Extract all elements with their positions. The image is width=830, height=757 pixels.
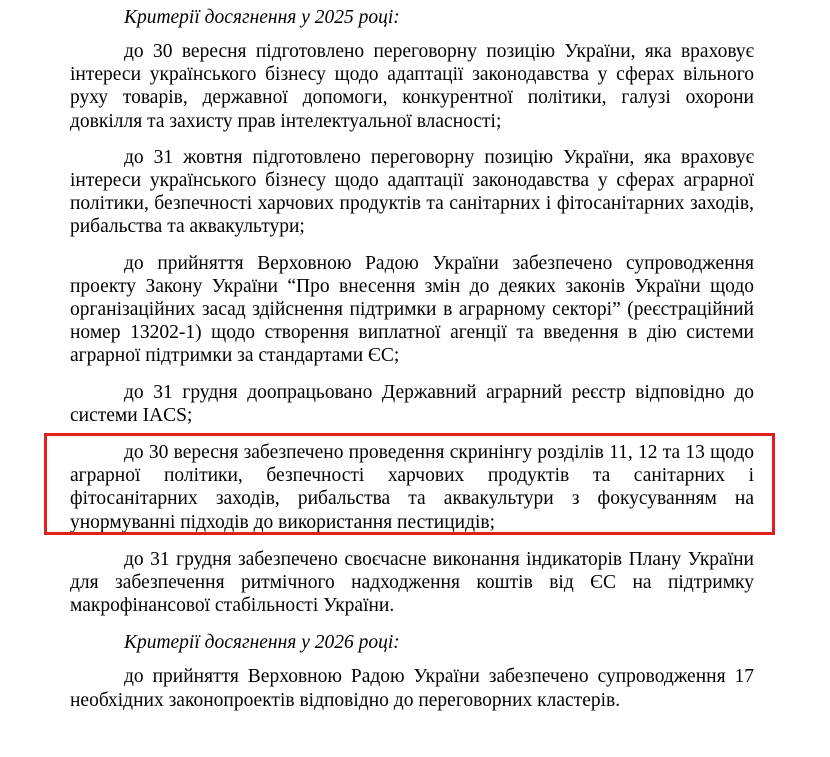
criterion-item-1: до 30 вересня підготовлено переговорну позицію України, яка враховує інтереси українського бізнесу щодо адаптації законодавства у сферах вільного руху товарів, державної допомоги, конкурентної політики, галузі охорони довкілля та захисту прав інтелектуальної власності; <box>70 41 754 132</box>
criterion-item-6: до 31 грудня забезпечено своєчасне виконання індикаторів Плану України для забезпечення ритмічного надходження коштів від ЄС на підтримку макрофінансової стабільності України. <box>70 548 754 617</box>
criterion-item-5-highlighted: до 30 вересня забезпечено проведення скринінгу розділів 11, 12 та 13 щодо аграрної політики, безпечності харчових продуктів та санітарних і фітосанітарних заходів, рибальства та аквакультури з фокусуванням на унормуванні підходів до використання пестицидів; <box>70 442 754 533</box>
section-heading-2026: Критерії досягнення у 2026 році: <box>124 632 400 654</box>
document-page <box>70 0 754 712</box>
criterion-item-2: до 31 жовтня підготовлено переговорну позицію України, яка враховує інтереси українського бізнесу щодо адаптації законодавства у сферах аграрної політики, безпечності харчових продуктів та санітарних і фітосанітарних заходів, рибальства та аквакультури; <box>70 146 754 238</box>
criterion-item-3: до прийняття Верховною Радою України забезпечено супроводження проекту Закону України “Про внесення змін до деяких законів України щодо організаційних засад здійснення підтримки в аграрному секторі” (реєстраційний номер 13202-1) щодо створення виплатної агенції та введення в дію системи аграрної підтримки за стандартами ЄС; <box>70 252 754 367</box>
section-heading-2025: Критерії досягнення у 2025 році: <box>124 7 400 28</box>
criterion-2026-item-1: до прийняття Верховною Радою України забезпечено супроводження 17 необхідних законопроектів відповідно до переговорних кластерів. <box>70 666 754 711</box>
criterion-item-4: до 31 грудня доопрацьовано Державний аграрний реєстр відповідно до системи IACS; <box>70 381 754 426</box>
